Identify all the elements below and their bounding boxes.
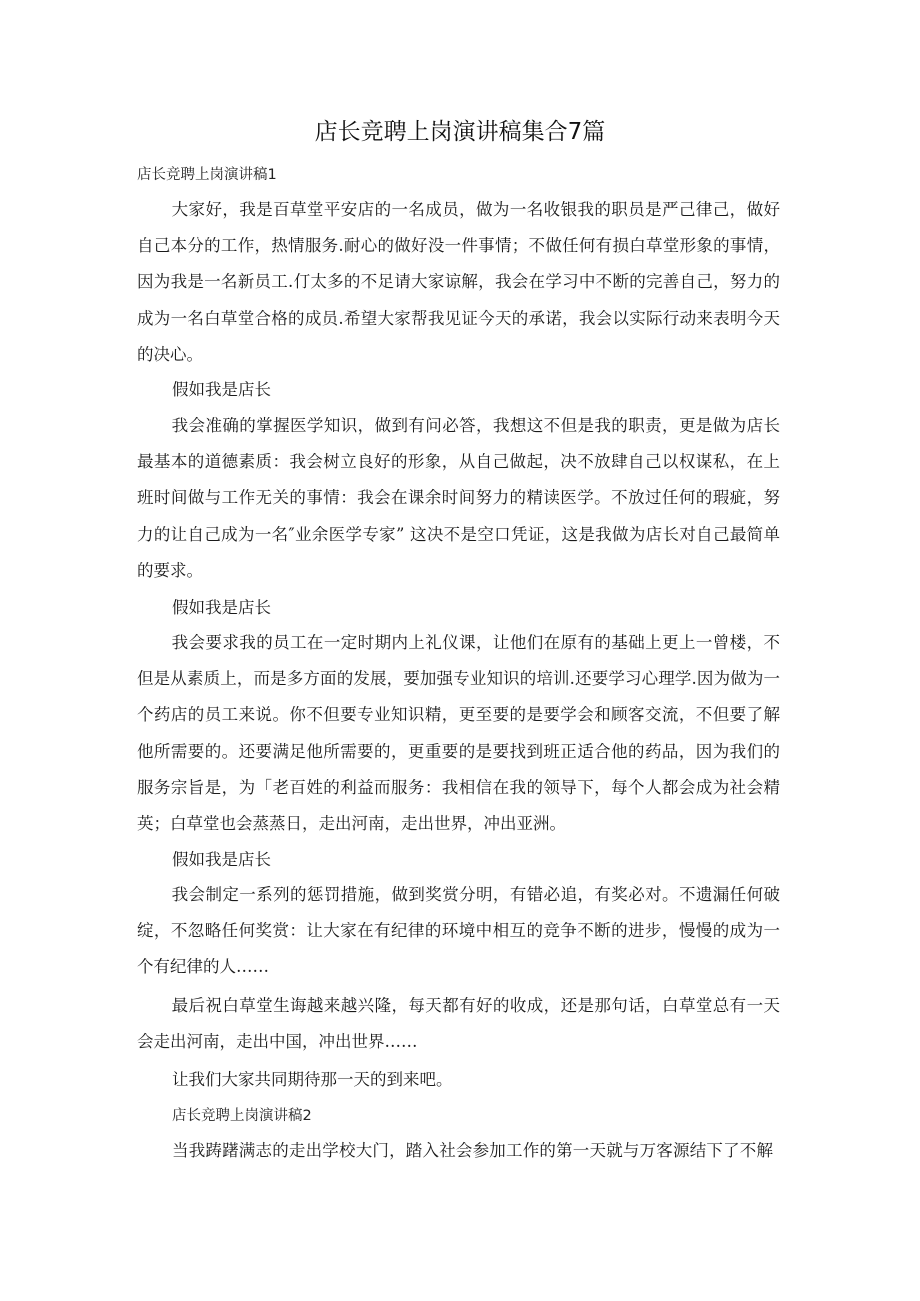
speech-2-heading: 店长竞聘上岗演讲稿2 [172,1108,312,1124]
speech-2-opening-line: 当我踌躇满志的走出学校大门，踏入社会参加工作的第一天就与万客源结下了不解 [172,1141,774,1160]
section-2-heading: 假如我是店长 [172,598,271,617]
document-title: 店长竞聘上岗演讲稿集合7篇 [314,119,606,145]
final-line: 让我们大家共同期待那一天的到来吧。 [172,1070,453,1089]
speech-1-heading: 店长竞聘上岗演讲稿1 [137,167,277,183]
closing-paragraph: 最后祝白草堂生诲越来越兴隆，每天都有好的收成，还是那句话，白草堂总有一天会走出河南，走出中国，冲出世界…… [137,996,780,1052]
section-2-paragraph: 我会要求我的员工在一定时期内上礼仪课，让他们在原有的基础上更上一曾楼，不但是从素质上，而是多方面的发展，要加强专业知识的培训.还要学习心理学.因为做为一个药店的员工来说。你不但要专业知识精，更至要的是要学会和顾客交流，不但要了解他所需要的。还要满足他所需要的，更重要的是要找到班正适合他的药品，因为我们的服务宗旨是，为「老百姓的利益而服务：我相信在我的领导下，每个人都会成为社会精英；白草堂也会蒸蒸日，走出河南，走出世界，冲出亚洲。 [137,633,780,834]
speech-1-intro-paragraph: 大家好，我是百草堂平安店的一名成员，做为一名收银我的职员是严己律己，做好自己本分的工作，热情服务.耐心的做好没一件事情；不做任何有损白草堂形象的事情，因为我是一名新员工.仃太多的不足请大家谅解，我会在学习中不断的完善自己，努力的成为一名白草堂合格的成员.希望大家帮我见证今天的承诺，我会以实际行动来表明今天的决心。 [137,200,780,364]
section-1-paragraph: 我会准确的掌握医学知识，做到有问必答，我想这不但是我的职责，更是做为店长最基本的道德素质：我会树立良好的形象，从自己做起，决不放肆自己以权谋私，在上班时间做与工作无关的事情：我会在课余时间努力的精读医学。不放过任何的瑕疵，努力的让自己成为一名″业余医学专家” 这决不是空口凭证，这是我做为店长对自己最简单的要求。 [137,416,780,580]
section-3-heading: 假如我是店长 [172,850,271,869]
section-1-heading: 假如我是店长 [172,380,271,399]
section-3-paragraph: 我会制定一系列的惩罚措施，做到奖赏分明，有错必追，有奖必对。不遗漏任何破绽，不忽略任何奖赏：让大家在有纪律的环境中相互的竞争不断的进步，慢慢的成为一个有纪律的人…… [137,885,780,977]
